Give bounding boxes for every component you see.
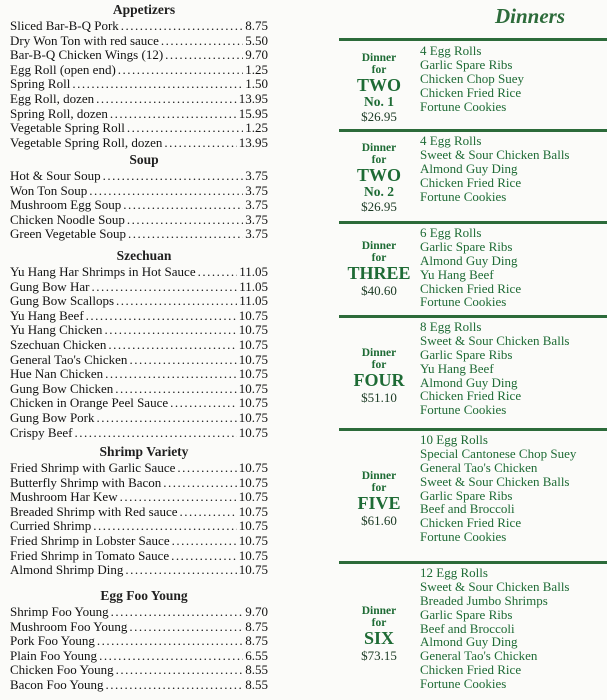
dinner-item: Chicken Fried Rice [420, 515, 522, 531]
dot-leader [118, 63, 243, 78]
item-price: 10.75 [238, 307, 268, 323]
item-price: 5.50 [245, 32, 268, 48]
dot-leader [127, 121, 243, 136]
for-word: for [371, 482, 387, 494]
item-price: 11.05 [239, 278, 268, 294]
dinner-size: FIVE [357, 493, 401, 513]
item-price: 10.75 [238, 518, 268, 534]
dinner-label [339, 52, 419, 124]
section-title: Szechuan [116, 248, 172, 263]
menu-item [10, 678, 268, 693]
menu-section [10, 442, 268, 578]
dinner-item: Sweet & Sour Chicken Balls [420, 473, 570, 489]
dinner-item: Sweet & Sour Chicken Balls [420, 146, 570, 162]
menu-item [10, 505, 268, 520]
dinner-size: TWO [356, 75, 401, 95]
item-price: 9.70 [245, 604, 268, 619]
dot-leader [128, 227, 243, 242]
item-name: Hue Nan Chicken [10, 366, 104, 382]
dot-leader [123, 198, 243, 213]
dot-leader [129, 353, 236, 368]
dinner-item: Almond Guy Ding [420, 160, 518, 176]
item-name: Crispy Beef [10, 424, 73, 440]
item-name: Sliced Bar-B-Q Pork [10, 18, 119, 33]
for-word: for [371, 359, 387, 371]
item-name: Gung Bow Pork [10, 409, 95, 425]
menu-item [10, 634, 268, 649]
menu-item [10, 136, 268, 151]
dot-leader [96, 92, 237, 107]
dinner-word: Dinner [361, 347, 397, 359]
dot-leader [111, 605, 244, 620]
item-price: 10.75 [238, 336, 268, 352]
menu-item [10, 605, 268, 620]
item-price: 10.75 [238, 351, 268, 367]
item-name: Fried Shrimp in Lobster Sauce [10, 532, 170, 548]
dinner-item: Fortune Cookies [420, 98, 507, 114]
item-name: Butterfly Shrimp with Bacon [10, 474, 162, 490]
item-price: 11.05 [239, 293, 268, 309]
dinner-item: Fortune Cookies [420, 529, 507, 545]
dinner-size: TWO [356, 165, 401, 185]
dot-leader [163, 476, 236, 491]
menu-item [10, 107, 268, 122]
for-word: for [371, 617, 387, 629]
section-title: Appetizers [112, 2, 176, 17]
dinner-items [420, 226, 521, 309]
dot-leader [198, 265, 238, 280]
item-price: 3.75 [245, 197, 268, 213]
dot-leader [89, 184, 243, 199]
dot-leader [165, 48, 243, 63]
dinner-item: Beef and Broccoli [420, 501, 515, 517]
item-price: 10.75 [238, 424, 268, 440]
dot-leader [86, 309, 237, 324]
menu-item [10, 534, 268, 549]
item-name: Chicken in Orange Peel Sauce [10, 395, 169, 411]
item-name: Breaded Shrimp with Red sauce [10, 503, 178, 519]
dot-leader [74, 426, 236, 441]
dinner-item: Chicken Fried Rice [420, 174, 522, 190]
dot-leader [72, 77, 243, 92]
dot-leader [121, 19, 243, 34]
item-name: Bacon Foo Young [10, 676, 104, 692]
item-name: General Tao's Chicken [10, 351, 128, 367]
menu-section [10, 246, 268, 440]
dinner-item: Sweet & Sour Chicken Balls [420, 578, 570, 594]
item-price: 1.25 [245, 120, 268, 136]
menu-item [10, 323, 268, 338]
item-price: 3.75 [245, 226, 268, 242]
item-name: Plain Foo Young [10, 647, 98, 663]
menu-section [10, 150, 268, 242]
dinner-item: 6 Egg Rolls [420, 225, 482, 240]
item-price: 10.75 [238, 460, 268, 475]
menu-item [10, 309, 268, 324]
item-price: 1.25 [245, 61, 268, 77]
dinner-word: Dinner [361, 470, 397, 482]
menu-item [10, 563, 268, 578]
item-name: Hot & Sour Soup [10, 168, 101, 183]
menu-item [10, 519, 268, 534]
dot-leader [93, 519, 237, 534]
dot-leader [97, 634, 243, 649]
item-name: Egg Roll (open end) [10, 61, 116, 77]
item-name: Pork Foo Young [10, 633, 95, 649]
dinners-title: Dinners [495, 4, 566, 28]
dot-leader [97, 411, 237, 426]
dot-leader [116, 294, 237, 309]
menu-item [10, 490, 268, 505]
item-name: Fried Shrimp with Garlic Sauce [10, 460, 176, 475]
dot-leader [106, 678, 244, 693]
menu-item [10, 396, 268, 411]
item-price: 10.75 [238, 562, 268, 578]
item-price: 10.75 [238, 380, 268, 396]
menu-item [10, 213, 268, 228]
dot-leader [115, 382, 236, 397]
dinner-item: Chicken Fried Rice [420, 280, 522, 296]
divider-rule [339, 38, 607, 41]
dot-leader [110, 107, 237, 122]
item-name: Szechuan Chicken [10, 336, 107, 352]
divider-rule [339, 428, 607, 431]
item-price: 8.55 [245, 662, 268, 678]
item-name: Almond Shrimp Ding [10, 562, 124, 578]
dinner-item: Garlic Spare Ribs [420, 487, 513, 503]
section-title: Soup [129, 152, 159, 167]
dinner-size: FOUR [353, 370, 405, 390]
item-price: 13.95 [238, 90, 268, 106]
dot-leader [116, 663, 244, 678]
dinner-item: Chicken Fried Rice [420, 84, 522, 100]
menu-item [10, 92, 268, 107]
dinner-word: Dinner [361, 605, 397, 617]
dinner-items [420, 566, 570, 691]
dinner-word: Dinner [361, 240, 397, 252]
item-name: Mushroom Har Kew [10, 489, 118, 505]
menu-item [10, 63, 268, 78]
item-name: Yu Hang Beef [10, 307, 84, 323]
dinner-price: $40.60 [361, 283, 397, 298]
dot-leader [105, 367, 237, 382]
item-price: 8.55 [245, 676, 268, 692]
dinner-number: No. 1 [364, 94, 394, 109]
dot-leader [127, 213, 243, 228]
dinner-items [420, 433, 576, 544]
menu-item [10, 382, 268, 397]
item-price: 3.75 [245, 168, 268, 183]
menu-item [10, 184, 268, 199]
menu-item [10, 19, 268, 34]
item-name: Egg Roll, dozen [10, 90, 95, 106]
item-name: Gung Bow Chicken [10, 380, 114, 396]
dinner-items [420, 134, 570, 203]
dinner-price: $51.10 [361, 390, 397, 405]
menu-section [10, 0, 268, 150]
item-name: Curried Shrimp [10, 518, 92, 534]
item-name: Yu Hang Har Shrimps in Hot Sauce [10, 264, 196, 279]
menu-item [10, 34, 268, 49]
dot-leader [164, 136, 236, 151]
dinner-item: Garlic Spare Ribs [420, 606, 513, 622]
menu-item [10, 48, 268, 63]
dinner-item: General Tao's Chicken [420, 459, 538, 475]
item-price: 15.95 [238, 105, 268, 121]
section-title: Egg Foo Young [100, 588, 188, 603]
divider-rule [339, 129, 607, 132]
for-word: for [371, 252, 387, 264]
dinner-item: Yu Hang Beef [420, 360, 494, 376]
item-name: Chicken Foo Young [10, 662, 114, 678]
menu-item [10, 620, 268, 635]
item-name: Chicken Noodle Soup [10, 211, 125, 227]
dinner-item: Garlic Spare Ribs [420, 56, 513, 72]
menu-item [10, 265, 268, 280]
menu-item [10, 121, 268, 136]
dinner-word: Dinner [361, 52, 397, 64]
item-name: Won Ton Soup [10, 182, 88, 198]
menu-item [10, 353, 268, 368]
dot-leader [99, 649, 243, 664]
item-price: 8.75 [245, 633, 268, 649]
menu-item [10, 426, 268, 441]
menu-item [10, 649, 268, 664]
dinner-item: 4 Egg Rolls [420, 43, 482, 58]
dot-leader [171, 549, 237, 564]
dinner-item: Garlic Spare Ribs [420, 346, 513, 362]
section-title: Shrimp Variety [99, 444, 189, 459]
dot-leader [91, 280, 237, 295]
dinner-item: Breaded Jumbo Shrimps [420, 592, 548, 608]
dinner-label [339, 605, 419, 663]
for-word: for [371, 64, 387, 76]
dinner-item: Chicken Fried Rice [420, 388, 522, 404]
item-price: 10.75 [238, 395, 268, 411]
dot-leader [180, 505, 237, 520]
item-name: Mushroom Egg Soup [10, 197, 122, 213]
item-price: 8.75 [245, 18, 268, 33]
dot-leader [177, 461, 236, 476]
dinner-item: Special Cantonese Chop Suey [420, 445, 577, 461]
menu-item [10, 461, 268, 476]
item-name: Vegetable Spring Roll, dozen [10, 134, 163, 150]
dinner-label [339, 142, 419, 214]
dinner-word: Dinner [361, 142, 397, 154]
dinner-item: 4 Egg Rolls [420, 133, 482, 148]
dinner-item: 10 Egg Rolls [420, 432, 488, 447]
menu-item [10, 367, 268, 382]
item-name: Yu Hang Chicken [10, 322, 103, 338]
item-name: Mushroom Foo Young [10, 618, 128, 634]
menu-item [10, 338, 268, 353]
dinner-item: Almond Guy Ding [420, 634, 518, 650]
menu-item [10, 411, 268, 426]
for-word: for [371, 154, 387, 166]
item-price: 9.70 [245, 47, 268, 63]
dinner-price: $26.95 [361, 109, 397, 124]
item-price: 3.75 [245, 182, 268, 198]
dot-leader [161, 34, 243, 49]
dinner-item: Almond Guy Ding [420, 374, 518, 390]
dinner-number: No. 2 [364, 184, 394, 199]
item-price: 10.75 [238, 489, 268, 505]
dinner-price: $26.95 [361, 199, 397, 214]
dot-leader [104, 323, 236, 338]
dinner-label [339, 470, 419, 528]
item-name: Dry Won Ton with red sauce [10, 32, 159, 48]
menu-item [10, 198, 268, 213]
dot-leader [129, 620, 243, 635]
item-name: Vegetable Spring Roll [10, 120, 125, 136]
dinner-item: 8 Egg Rolls [420, 319, 482, 334]
menu-item [10, 169, 268, 184]
dinner-label [339, 240, 419, 298]
item-name: Fried Shrimp in Tomato Sauce [10, 547, 170, 563]
divider-rule [339, 561, 607, 564]
dinner-item: General Tao's Chicken [420, 648, 538, 664]
menu-item [10, 476, 268, 491]
dinner-item: Almond Guy Ding [420, 252, 518, 268]
dinner-price: $61.60 [361, 513, 397, 528]
item-name: Spring Roll [10, 76, 71, 92]
item-name: Shrimp Foo Young [10, 604, 109, 619]
dinner-size: SIX [363, 628, 394, 648]
item-name: Bar-B-Q Chicken Wings (12) [10, 47, 164, 63]
item-price: 13.95 [238, 134, 268, 150]
item-price: 11.05 [239, 264, 268, 279]
dinner-size: THREE [347, 263, 411, 283]
dinner-item: Yu Hang Beef [420, 266, 494, 282]
dinner-item: Chicken Fried Rice [420, 662, 522, 678]
dinner-item: Sweet & Sour Chicken Balls [420, 332, 570, 348]
dinner-item: Beef and Broccoli [420, 620, 515, 636]
dot-leader [120, 490, 237, 505]
dinner-items [420, 44, 524, 113]
dinner-label [339, 347, 419, 405]
divider-rule [339, 221, 607, 224]
divider-rule [339, 315, 607, 318]
item-price: 8.75 [245, 618, 268, 634]
dinner-item: Chicken Chop Suey [420, 70, 524, 86]
dinner-item: Fortune Cookies [420, 294, 507, 310]
dinner-items [420, 320, 570, 417]
item-price: 10.75 [238, 322, 268, 338]
menu-section [10, 586, 268, 693]
item-price: 10.75 [238, 409, 268, 425]
item-price: 10.75 [238, 474, 268, 490]
dinner-item: Fortune Cookies [420, 188, 507, 204]
menu-item [10, 227, 268, 242]
dot-leader [170, 396, 237, 411]
item-price: 6.55 [245, 647, 268, 663]
dinner-item: Garlic Spare Ribs [420, 238, 513, 254]
item-name: Spring Roll, dozen [10, 105, 108, 121]
item-price: 10.75 [238, 547, 268, 563]
item-price: 3.75 [245, 211, 268, 227]
dinner-item: Fortune Cookies [420, 402, 507, 418]
dot-leader [103, 169, 244, 184]
item-name: Gung Bow Har [10, 278, 90, 294]
menu-item [10, 663, 268, 678]
dot-leader [108, 338, 236, 353]
dinner-item: Fortune Cookies [420, 676, 507, 692]
dot-leader [125, 563, 236, 578]
item-name: Green Vegetable Soup [10, 226, 127, 242]
item-price: 10.75 [238, 503, 268, 519]
menu-item [10, 294, 268, 309]
dinner-item: 12 Egg Rolls [420, 565, 488, 580]
menu-item [10, 77, 268, 92]
item-name: Gung Bow Scallops [10, 293, 114, 309]
item-price: 10.75 [238, 366, 268, 382]
menu-item [10, 549, 268, 564]
dot-leader [172, 534, 237, 549]
item-price: 1.50 [245, 76, 268, 92]
item-price: 10.75 [238, 532, 268, 548]
menu-item [10, 280, 268, 295]
dinner-price: $73.15 [361, 648, 397, 663]
